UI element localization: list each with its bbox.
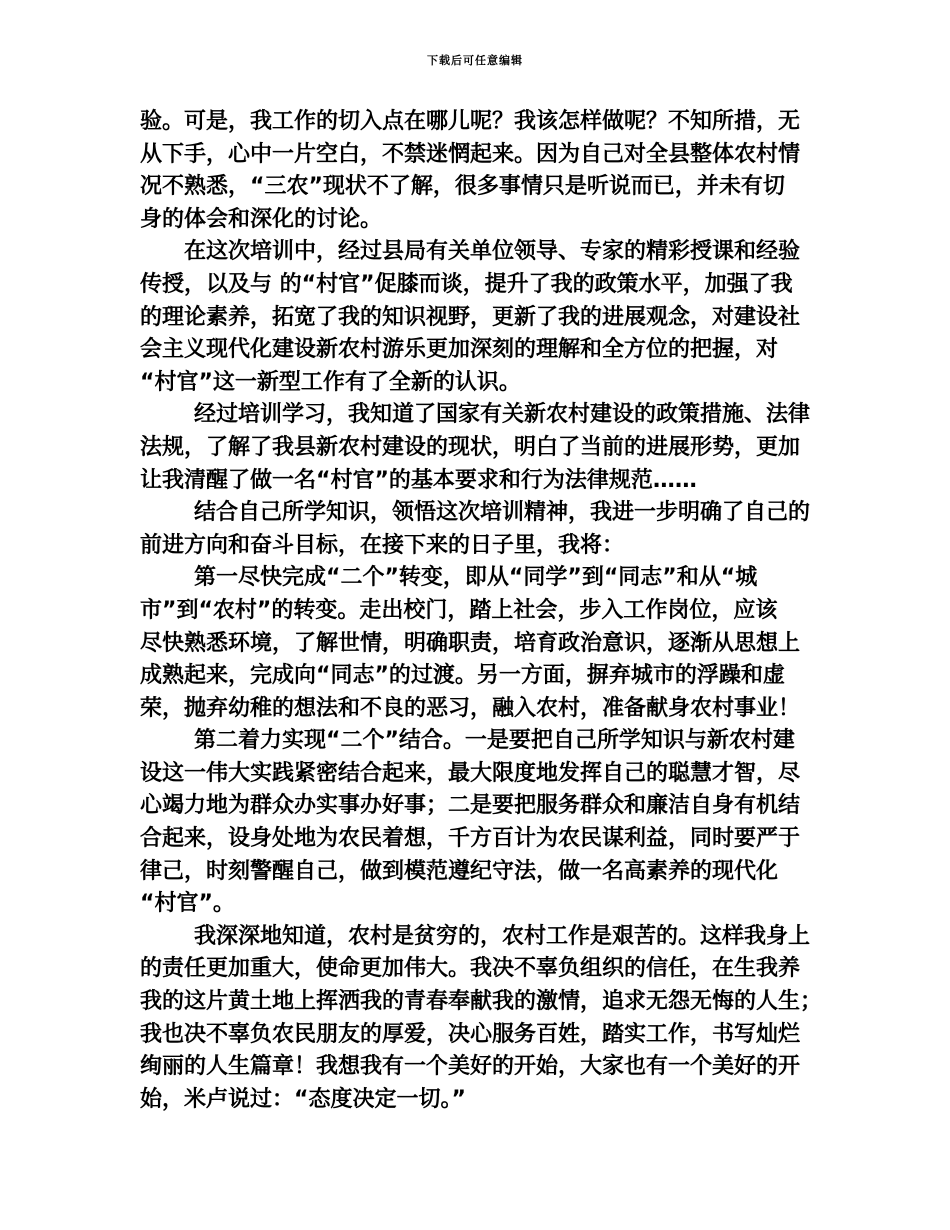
- paragraph-3: [140, 399, 810, 497]
- paragraph-1: [140, 106, 810, 236]
- text-line: 经过培训学习，我知道了国家有关新农村建设的政策措施、法律: [194, 402, 811, 428]
- text-line: 况不熟悉，“三农”现状不了解，很多事情只是听说而已，并未有切: [140, 174, 785, 200]
- text-line: 结合自己所学知识，领悟这次培训精神，我进一步明确了自己的: [194, 500, 811, 526]
- paragraph-6: [140, 725, 810, 921]
- text-line: 从下手，心中一片空白，不禁迷惘起来。因为自己对全县整体农村情: [140, 141, 801, 167]
- page-header: 下载后可任意编辑: [427, 54, 523, 67]
- text-line: 心竭力地为群众办实事办好事；二是要把服务群众和廉洁自身有机结: [140, 793, 801, 819]
- text-line: 第二着力实现“二个”结合。一是要把自己所学知识与新农村建: [194, 728, 795, 754]
- text-line: 让我清醒了做一名“村官”的基本要求和行为法律规范……: [140, 467, 697, 493]
- paragraph-5: [140, 562, 810, 725]
- text-line: 成熟起来，完成向“同志”的过渡。另一方面，摒弃城市的浮躁和虚: [140, 663, 785, 689]
- text-line: 市”到“农村”的转变。走出校门，踏上社会，步入工作岗位，应该: [140, 597, 778, 623]
- document-body: [140, 106, 823, 1116]
- text-line: “村官”这一新型工作有了全新的认识。: [140, 369, 521, 395]
- text-line: 在这次培训中，经过县局有关单位领导、专家的精彩授课和经验: [184, 239, 801, 265]
- text-line: 传授，以及与 的“村官”促膝而谈，提升了我的政策水平，加强了我: [140, 271, 793, 297]
- text-line: 始，米卢说过：“态度决定一切。”: [140, 1086, 466, 1112]
- text-line: 前进方向和奋斗目标，在接下来的日子里，我将：: [140, 532, 625, 558]
- paragraph-7: [140, 921, 823, 1117]
- text-line: “村官”。: [140, 891, 235, 917]
- text-line: 我的这片黄土地上挥洒我的青春奉献我的激情，追求无怨无悔的人生；: [140, 989, 823, 1015]
- text-line: 法规，了解了我县新农村建设的现状，明白了当前的进展形势，更加: [140, 434, 801, 460]
- text-line: 会主义现代化建设新农村游乐更加深刻的理解和全方位的把握，对: [140, 337, 779, 363]
- text-line: 律己，时刻警醒自己，做到模范遵纪守法，做一名高素养的现代化: [140, 858, 779, 884]
- text-line: 设这一伟大实践紧密结合起来，最大限度地发挥自己的聪慧才智，尽: [140, 760, 801, 786]
- text-line: 第一尽快完成“二个”转变，即从“同学”到“同志”和从“城: [194, 565, 758, 591]
- text-line: 荣，抛弃幼稚的想法和不良的恶习，融入农村，准备献身农村事业！: [140, 695, 801, 721]
- paragraph-4: [140, 497, 810, 562]
- text-line: 验。可是，我工作的切入点在哪儿呢？我该怎样做呢？不知所措，无: [140, 109, 801, 134]
- paragraph-2: [140, 236, 810, 399]
- text-line: 我也决不辜负农民朋友的厚爱，决心服务百姓，踏实工作，书写灿烂: [140, 1021, 801, 1047]
- text-line: 的责任更加重大，使命更加伟大。我决不辜负组织的信任，在生我养: [140, 956, 801, 982]
- text-line: 的理论素养，拓宽了我的知识视野，更新了我的进展观念，对建设社: [140, 304, 801, 330]
- text-line: 合起来，设身处地为农民着想，千方百计为农民谋利益，同时要严于: [140, 826, 801, 852]
- text-line: 绚丽的人生篇章！我想我有一个美好的开始，大家也有一个美好的开: [140, 1054, 801, 1080]
- text-line: 身的体会和深化的讨论。: [140, 206, 383, 232]
- text-line: 尽快熟悉环境，了解世情，明确职责，培育政治意识，逐渐从思想上: [140, 630, 801, 656]
- text-line: 我深深地知道，农村是贫穷的，农村工作是艰苦的。这样我身上: [194, 923, 811, 949]
